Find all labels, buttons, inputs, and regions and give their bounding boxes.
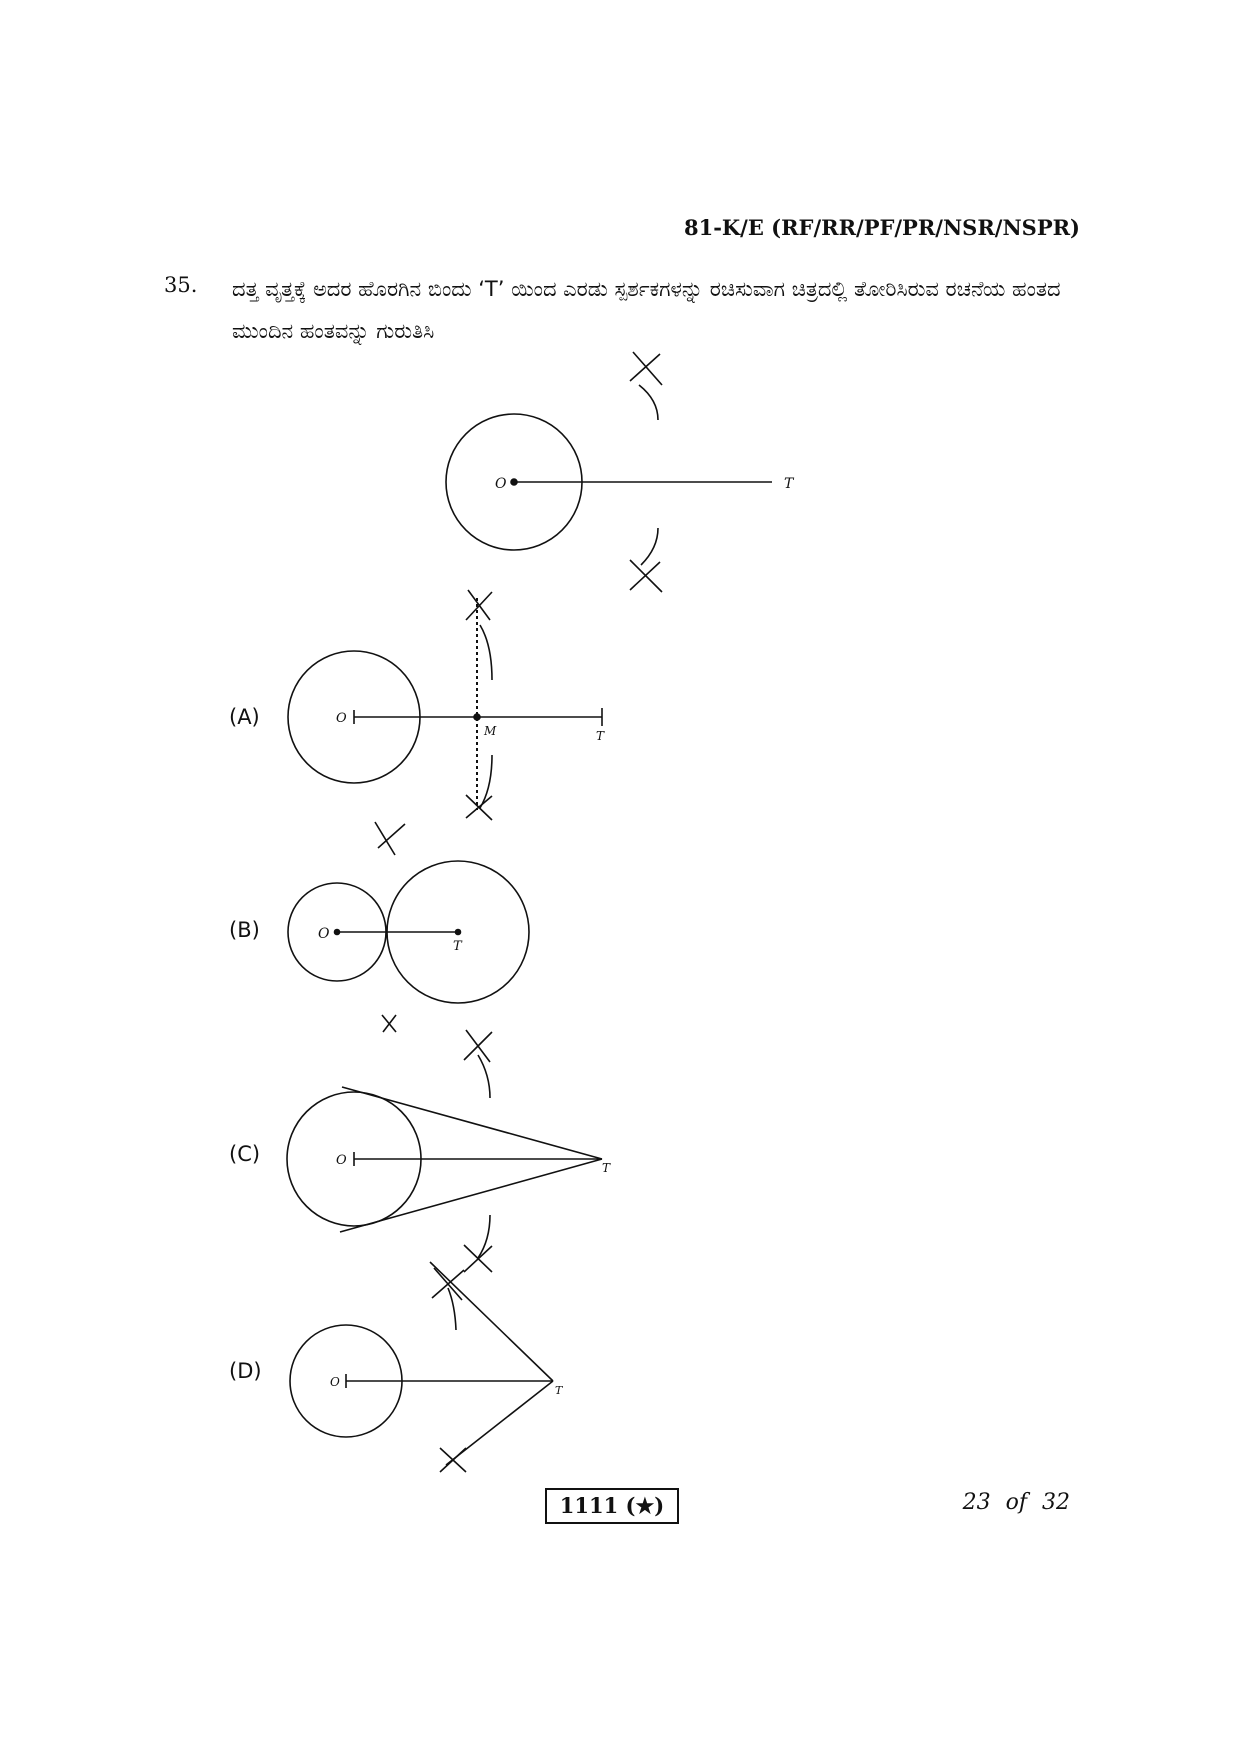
main-center-dot: [511, 479, 517, 485]
option-b-label[interactable]: (B): [229, 918, 260, 942]
option-b-cross-upper: [375, 822, 405, 855]
option-c-cross-upper: [464, 1030, 492, 1062]
option-b-cross-lower: [382, 1015, 396, 1032]
main-label-t: T: [784, 476, 794, 492]
main-label-o: O: [495, 476, 507, 492]
option-b-point-t: [456, 930, 461, 935]
option-d-arc-upper: [448, 1288, 456, 1330]
option-a-cross-upper: [466, 590, 492, 620]
option-c-tangent-upper: [342, 1087, 602, 1159]
option-d-label[interactable]: (D): [229, 1359, 262, 1383]
option-a-label[interactable]: (A): [229, 705, 260, 729]
option-c-figure: [287, 1030, 611, 1272]
question-number: 35.: [164, 273, 198, 297]
question-text: ದತ್ತ ವೃತ್ತಕ್ಕೆ ಅದರ ಹೊರಗಿನ ಬಿಂದು ‘T’ ಯಿಂದ ಎರಡು ಸ್ಪರ್ಶಕಗಳನ್ನು ರಚಿಸುವಾಗ ಚಿತ್ರದಲ್ಲಿ ತೋರಿಸಿರುವ ರಚನೆಯ ಹಂತದ ಮುಂದಿನ ಹಂತವನ್ನು ಗುರುತಿಸಿ: [232, 277, 1061, 343]
option-c-label[interactable]: (C): [229, 1142, 261, 1166]
option-c-cross-lower: [464, 1245, 492, 1272]
option-c-tangent-lower: [340, 1159, 602, 1232]
option-c-arc-upper: [478, 1055, 490, 1098]
option-d-label-o: O: [330, 1375, 340, 1389]
option-c-label-o: O: [336, 1153, 347, 1168]
option-d-cross-upper: [432, 1268, 464, 1300]
option-b-label-o: O: [318, 926, 330, 942]
option-c-label-t: T: [602, 1161, 611, 1175]
main-arc-lower: [641, 528, 658, 565]
option-b-figure: [288, 822, 529, 1032]
booklet-code-box: 1111 (★): [545, 1488, 679, 1524]
option-a-midpoint: [474, 714, 480, 720]
option-a-cross-lower: [466, 795, 492, 820]
option-a-arc-upper: [480, 625, 492, 680]
option-b-label-t: T: [453, 939, 462, 954]
main-figure: [446, 352, 795, 592]
paper-code: 81-K/E (RF/RR/PF/PR/NSR/NSPR): [683, 215, 1080, 240]
option-a-label-o: O: [336, 711, 347, 726]
option-d-figure: [290, 1262, 564, 1472]
option-a-label-t: T: [596, 729, 605, 743]
page-number: 23 of 32: [962, 1490, 1070, 1515]
main-arc-upper: [639, 385, 658, 420]
main-cross-upper: [630, 352, 662, 385]
option-d-line-upper: [430, 1262, 553, 1381]
option-a-label-m: M: [484, 724, 497, 738]
main-cross-lower: [630, 560, 662, 592]
option-a-figure: [288, 590, 605, 820]
option-d-cross-lower: [440, 1448, 466, 1472]
option-c-arc-lower: [478, 1215, 490, 1258]
option-b-center-o: [335, 930, 340, 935]
option-d-label-t: T: [555, 1384, 563, 1397]
